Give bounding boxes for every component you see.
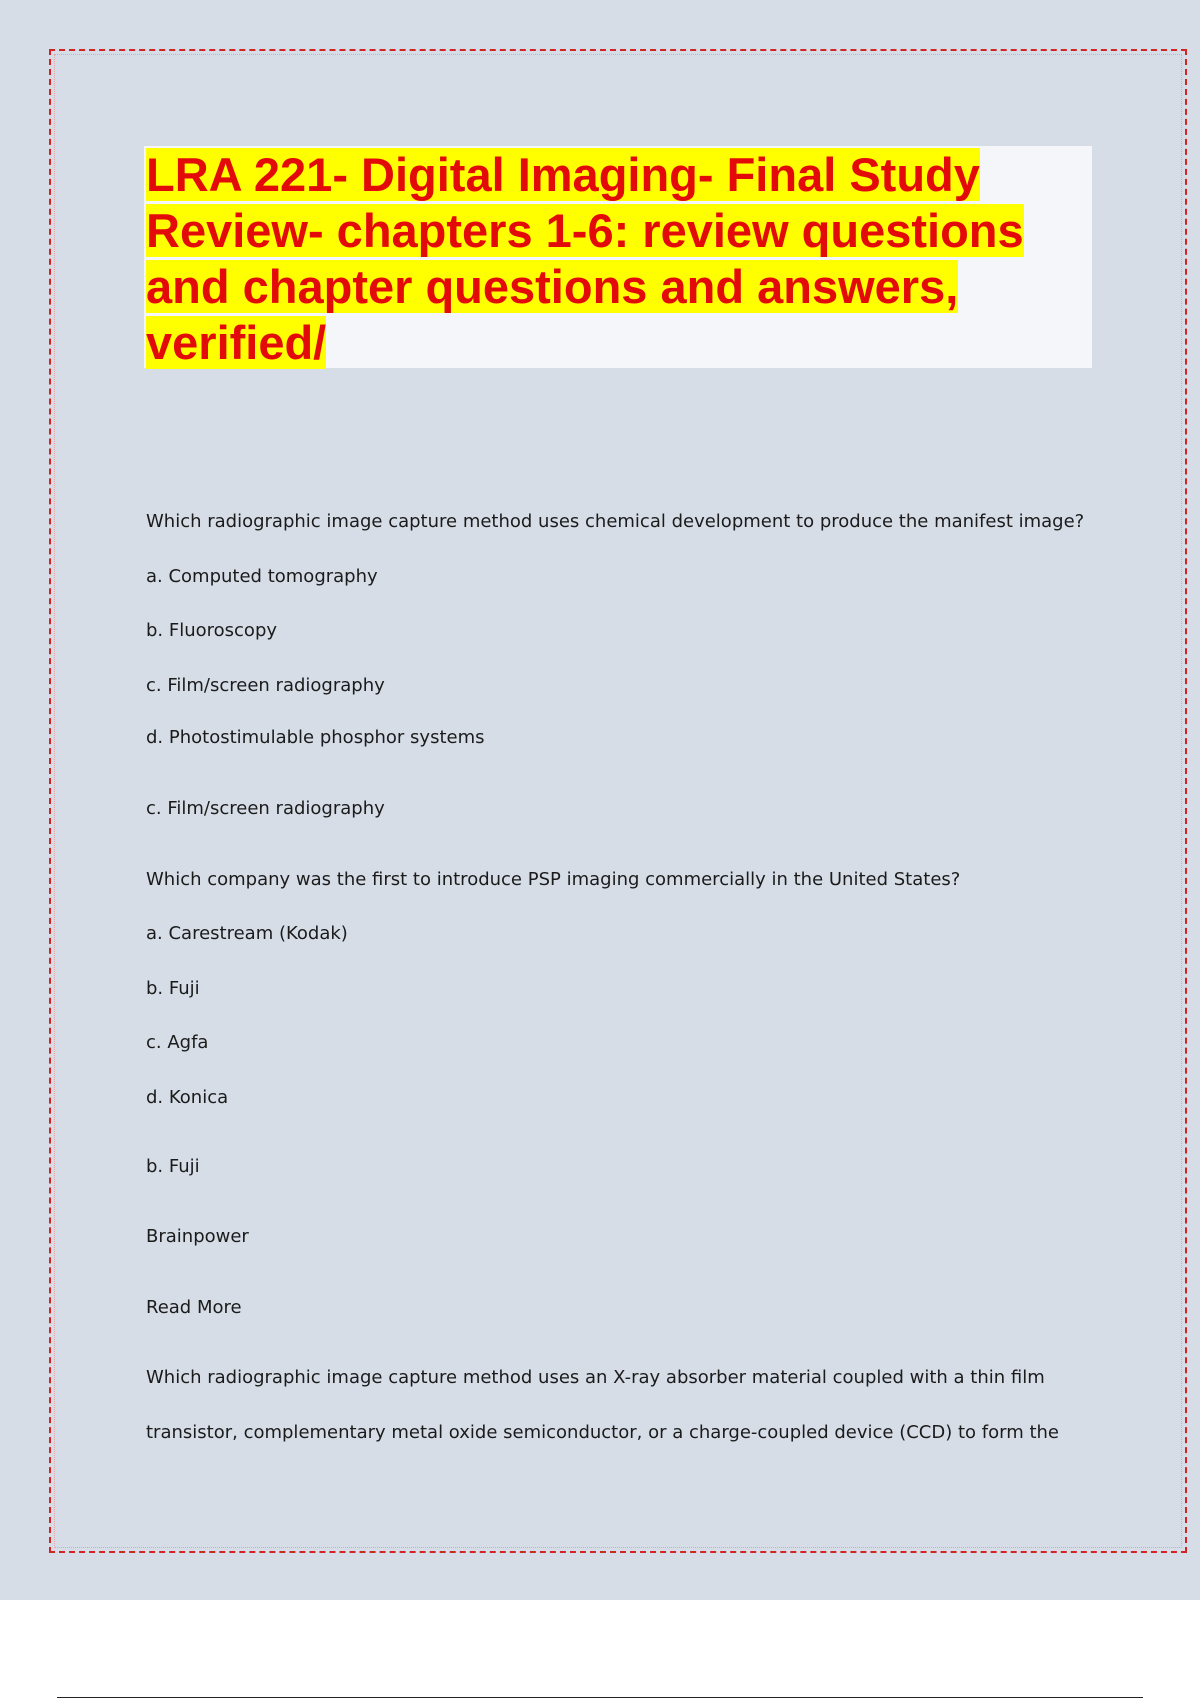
question-1-answer: c. Film/screen radiography: [146, 798, 385, 819]
question-2-text: Which company was the first to introduce PSP imaging commercially in the United States?: [146, 869, 961, 890]
document-title: [146, 147, 1086, 371]
question-1-text: Which radiographic image capture method uses chemical development to produce the manifest image?: [146, 511, 1085, 532]
footer-divider: [57, 1697, 1143, 1698]
read-more-link[interactable]: Read More: [146, 1297, 242, 1318]
question-1-option-c: c. Film/screen radiography: [146, 675, 385, 696]
question-2-option-c: c. Agfa: [146, 1032, 209, 1053]
question-2-answer: b. Fuji: [146, 1156, 200, 1177]
question-2-option-a: a. Carestream (Kodak): [146, 923, 348, 944]
question-1-option-d: d. Photostimulable phosphor systems: [146, 727, 485, 748]
question-2-option-d: d. Konica: [146, 1087, 229, 1108]
title-highlight: LRA 221- Digital Imaging- Final Study Review- chapters 1-6: review questions and chapter questions and answers, verified/: [146, 148, 1024, 369]
question-3-line-2: transistor, complementary metal oxide semiconductor, or a charge-coupled device (CCD) to form the: [146, 1422, 1059, 1443]
question-1-option-b: b. Fluoroscopy: [146, 620, 278, 641]
brand-text: Brainpower: [146, 1226, 249, 1247]
question-2-option-b: b. Fuji: [146, 978, 200, 999]
question-3-line-1: Which radiographic image capture method uses an X-ray absorber material coupled with a thin film: [146, 1367, 1045, 1388]
question-1-option-a: a. Computed tomography: [146, 566, 378, 587]
